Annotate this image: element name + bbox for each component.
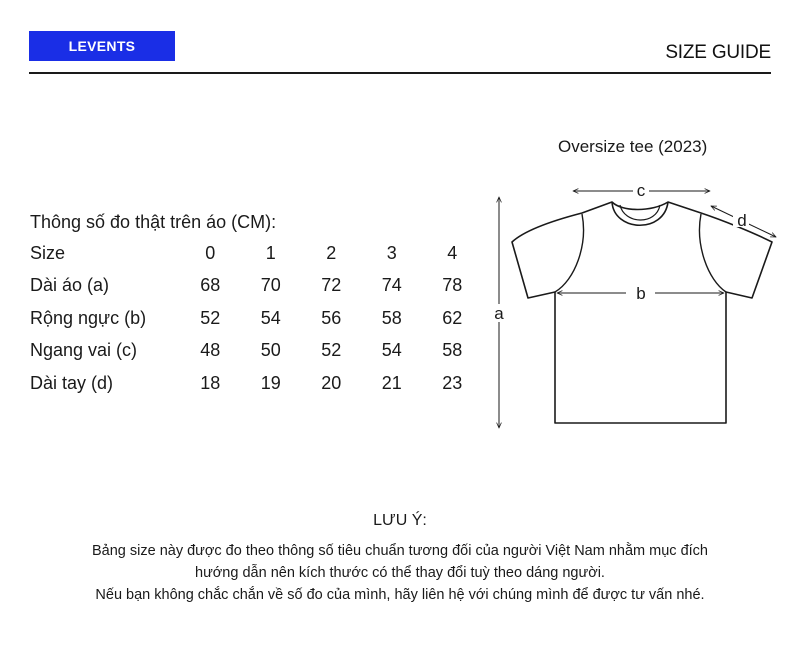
table-cell: 58 bbox=[442, 340, 463, 361]
header-divider bbox=[29, 72, 771, 74]
right-sleeve-seam bbox=[700, 214, 726, 292]
left-sleeve-seam bbox=[555, 214, 583, 292]
size-header-row bbox=[30, 237, 483, 270]
table-cell: 48 bbox=[200, 340, 221, 361]
measure-b-label: b bbox=[636, 284, 646, 303]
table-row bbox=[30, 335, 483, 368]
table-cell: 50 bbox=[260, 340, 281, 361]
table-cell: 68 bbox=[200, 275, 221, 296]
table-cell: 19 bbox=[260, 372, 281, 393]
note-line: Nếu bạn không chắc chắn về số đo của mình, hãy liên hệ với chúng mình để được tư vấn nhé. bbox=[95, 587, 705, 603]
size-header-cell: 2 bbox=[326, 242, 337, 263]
table-cell: 54 bbox=[260, 307, 281, 328]
note-line: Bảng size này được đo theo thông số tiêu chuẩn tương đối của người Việt Nam nhằm mục đích bbox=[92, 543, 708, 559]
tshirt-outline bbox=[512, 202, 772, 423]
table-cell: 52 bbox=[321, 340, 342, 361]
table-cell: 58 bbox=[381, 307, 402, 328]
measure-c-label: c bbox=[636, 181, 646, 200]
product-title: Oversize tee (2023) bbox=[558, 137, 708, 156]
table-cell: 52 bbox=[200, 307, 221, 328]
row-label: Dài áo (a) bbox=[30, 275, 110, 296]
brand-logo: LEVENTS bbox=[29, 31, 175, 61]
table-cell: 72 bbox=[321, 275, 342, 296]
table-cell: 78 bbox=[442, 275, 463, 296]
tshirt-diagram bbox=[485, 175, 785, 435]
measure-a-label: a bbox=[494, 304, 504, 323]
table-cell: 56 bbox=[321, 307, 342, 328]
table-row bbox=[30, 367, 483, 400]
row-label: Dài tay (d) bbox=[30, 372, 114, 393]
measure-d-label: d bbox=[737, 211, 747, 230]
table-cell: 62 bbox=[442, 307, 463, 328]
table-cell: 20 bbox=[321, 372, 342, 393]
row-label: Ngang vai (c) bbox=[30, 340, 138, 361]
table-cell: 18 bbox=[200, 372, 221, 393]
size-header-cell: 0 bbox=[205, 242, 216, 263]
page-title: SIZE GUIDE bbox=[665, 42, 771, 63]
table-cell: 23 bbox=[442, 372, 463, 393]
table-cell: 74 bbox=[381, 275, 402, 296]
row-label: Rộng ngực (b) bbox=[30, 307, 147, 328]
size-table bbox=[30, 237, 483, 400]
table-row bbox=[30, 302, 483, 335]
note-title: LƯU Ý: bbox=[373, 512, 427, 529]
table-caption: Thông số đo thật trên áo (CM): bbox=[30, 212, 277, 232]
table-cell: 21 bbox=[381, 372, 402, 393]
size-header-cell: 1 bbox=[265, 242, 276, 263]
table-cell: 70 bbox=[260, 275, 281, 296]
table-row bbox=[30, 270, 483, 303]
size-header-cell: 4 bbox=[447, 242, 458, 263]
note-line: hướng dẫn nên kích thước có thể thay đổi tuỳ theo dáng người. bbox=[195, 565, 605, 581]
table-cell: 54 bbox=[381, 340, 402, 361]
size-header-cell: 3 bbox=[386, 242, 397, 263]
size-header-label: Size bbox=[30, 242, 66, 263]
